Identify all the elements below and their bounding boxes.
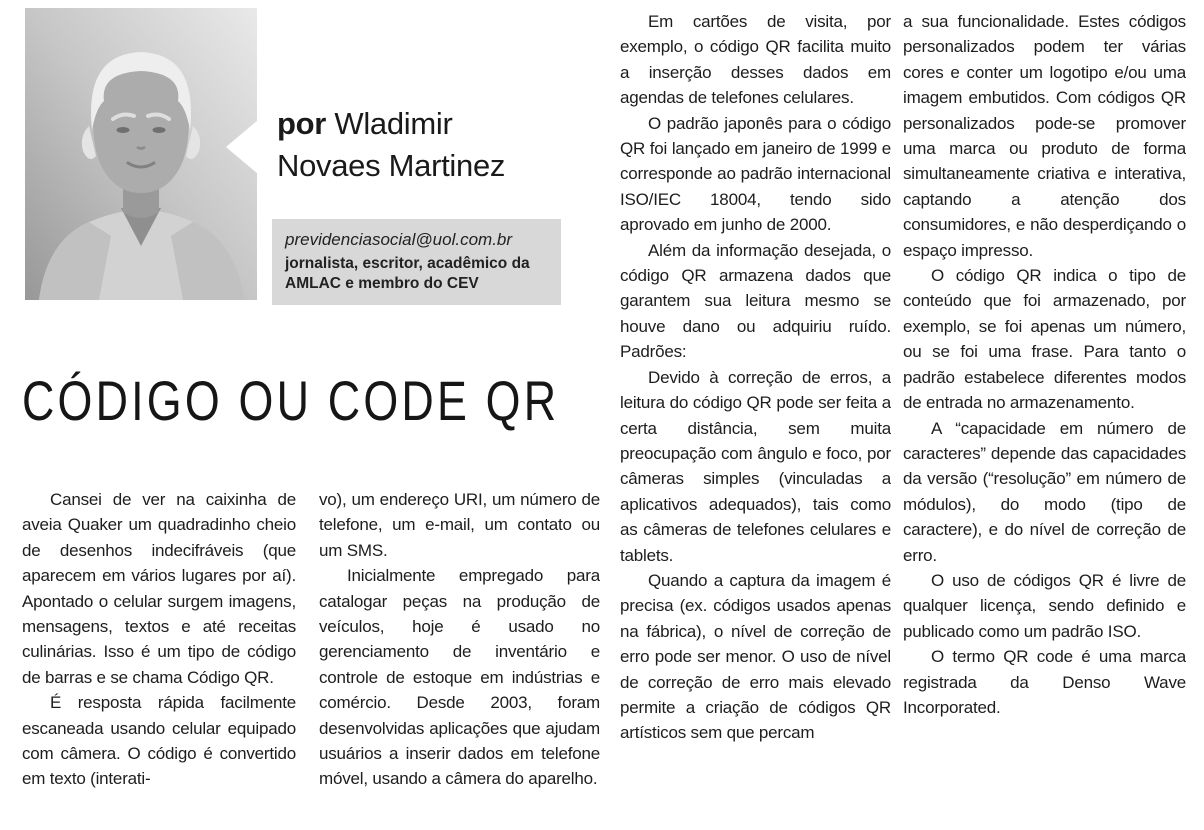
author-contact-box bbox=[272, 219, 561, 305]
article-headline: CÓDIGO OU CODE QR bbox=[22, 369, 560, 432]
author-bio: jornalista, escritor, acadêmico da AMLAC e membro do CEV bbox=[285, 255, 530, 292]
article-paragraph: Quando a captura da imagem é precisa (ex. códigos usados apenas na fábrica), o nível de correção de erro pode ser menor. O uso de nível de correção de erro mais elevado permite a criação de códigos QR artísticos sem que percam bbox=[620, 570, 891, 743]
article-paragraph: Inicialmente empregado para catalogar peças na produção de veículos, hoje é usado no gerenciamento de inventário e controle de estoque em indústrias e comércio. Desde 2003, foram desenvolvidas aplicações que ajudam usuários a inserir dados em telefone móvel, usando a câmera do aparelho. bbox=[319, 566, 600, 789]
byline-name-line1: Wladimir bbox=[334, 106, 453, 141]
article-paragraph: A “capacidade em número de caracteres” depende das capacidades da versão (“resolução” em número de módulos), do modo (tipo de caractere), e do nível de correção de erro. bbox=[903, 418, 1186, 565]
article-paragraph: O código QR indica o tipo de conteúdo que foi armazenado, por exemplo, se foi apenas um número, ou se foi uma frase. Para tanto o padrão estabelece diferentes modos de entrada no armazenamento. bbox=[903, 266, 1186, 413]
byline-name-line2: Novaes Martinez bbox=[277, 148, 506, 183]
author-email: previdenciasocial@uol.com.br bbox=[285, 230, 513, 249]
article-column-4 bbox=[903, 9, 1186, 825]
article-paragraph: O termo QR code é uma marca registrada da Denso Wave Incorporated. bbox=[903, 647, 1186, 717]
article-paragraph: O uso de códigos QR é livre de qualquer licença, sendo definido e publicado como um padrão ISO. bbox=[903, 570, 1186, 641]
article-paragraph: a sua funcionalidade. Estes códigos personalizados podem ter várias cores e conter um logotipo e/ou uma imagem embutidos. Com códigos QR personalizados pode-se promover uma marca ou produto de forma simultaneamente criativa e interativa, captando a atenção dos consumidores, e não desperdiçando o espaço impresso. bbox=[903, 12, 1186, 260]
photo-speech-notch bbox=[226, 120, 258, 174]
article-paragraph: É resposta rápida facilmente escaneada usando celular equipado com câmera. O código é convertido em texto (interati- bbox=[22, 693, 296, 789]
article-paragraph: Cansei de ver na caixinha de aveia Quaker um quadradinho cheio de desenhos indecifráveis (que aparecem em vários lugares por aí). Apontado o celular surgem imagens, mensagens, textos e até receitas culinárias. Isso é um tipo de código de barras e se chama Código QR. bbox=[22, 490, 296, 687]
article-paragraph: vo), um endereço URI, um número de telefone, um e-mail, um contato ou um SMS. bbox=[319, 490, 600, 560]
article-paragraph: Além da informação desejada, o código QR armazena dados que garantem sua leitura mesmo se houve dano ou adquiriu ruído. Padrões: bbox=[620, 240, 891, 362]
author-photo-illustration bbox=[25, 8, 257, 300]
article-column-3 bbox=[620, 9, 891, 825]
article-paragraph: Devido à correção de erros, a leitura do código QR pode ser feita a certa distância, sem muita preocupação com ângulo e foco, por câmeras simples (vinculadas a aplicativos adequados), tais como as câmeras de telefones celulares e tablets. bbox=[620, 367, 891, 565]
byline-by-label: por bbox=[277, 106, 327, 141]
article-column-2 bbox=[319, 487, 600, 830]
article-column-1 bbox=[22, 487, 296, 830]
article-paragraph: O padrão japonês para o código QR foi lançado em janeiro de 1999 e corresponde ao padrão internacional ISO/IEC 18004, tendo sido aprovado em junho de 2000. bbox=[620, 113, 891, 235]
article-paragraph: Em cartões de visita, por exemplo, o código QR facilita muito a inserção desses dados em agendas de telefones celulares. bbox=[620, 12, 891, 108]
byline bbox=[277, 103, 577, 187]
author-photo bbox=[25, 8, 257, 300]
